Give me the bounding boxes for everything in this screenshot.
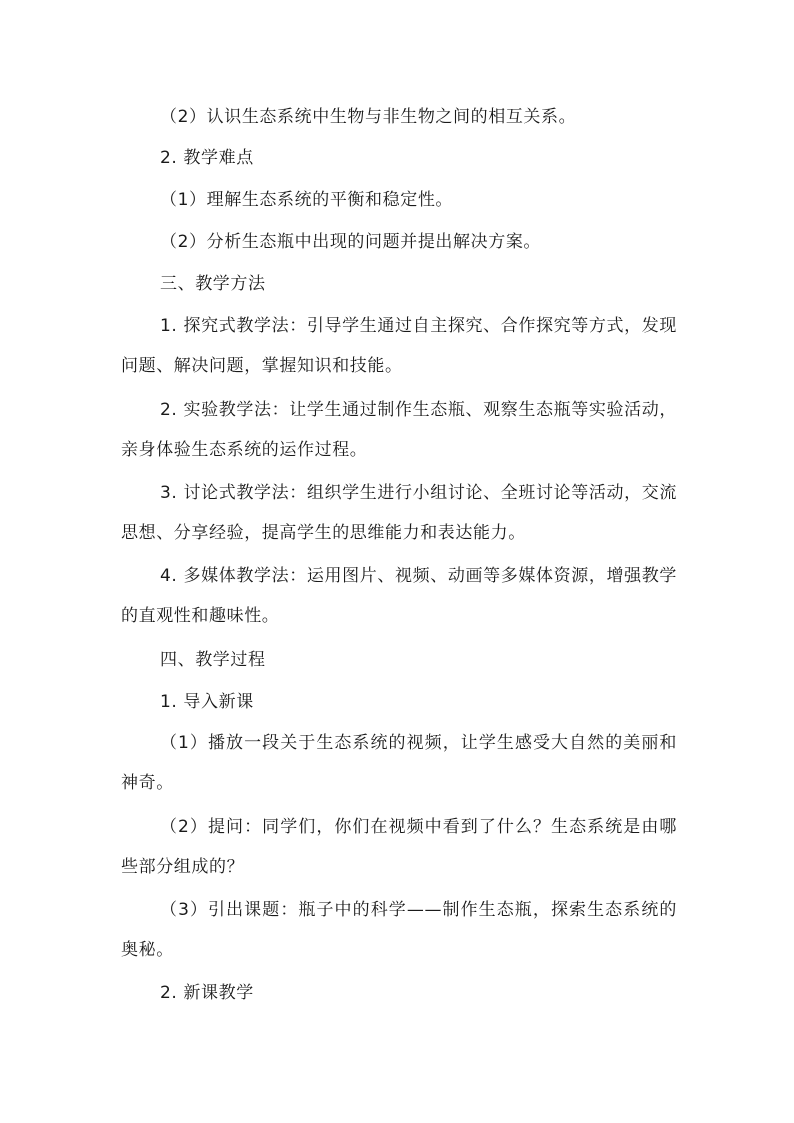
method-item-1: 1. 探究式教学法：引导学生通过自主探究、合作探究等方式，发现问题、解决问题，掌握知识和技能。: [121, 316, 677, 376]
intro-item-2: （2）提问：同学们，你们在视频中看到了什么？生态系统是由哪些部分组成的？: [121, 817, 677, 877]
intro-item-1: （1）播放一段关于生态系统的视频，让学生感受大自然的美丽和神奇。: [121, 733, 677, 793]
section-heading-teaching-methods: 三、教学方法: [160, 274, 266, 294]
method-item-4: 4. 多媒体教学法：运用图片、视频、动画等多媒体资源，增强教学的直观性和趣味性。: [121, 566, 677, 626]
difficulty-item-1: （1）理解生态系统的平衡和稳定性。: [160, 190, 454, 210]
intro-item-3: （3）引出课题：瓶子中的科学——制作生态瓶，探索生态系统的奥秘。: [121, 900, 677, 960]
section-heading-teaching-process: 四、教学过程: [160, 650, 266, 670]
method-item-2: 2. 实验教学法：让学生通过制作生态瓶、观察生态瓶等实验活动，亲身体验生态系统的运作过程。: [121, 400, 677, 460]
difficulty-item-2: （2）分析生态瓶中出现的问题并提出解决方案。: [160, 232, 542, 252]
objective-item-2: （2）认识生态系统中生物与非生物之间的相互关系。: [160, 107, 577, 127]
subheading-introduction: 1. 导入新课: [160, 692, 254, 712]
subheading-new-lesson: 2. 新课教学: [160, 983, 254, 1003]
method-item-3: 3. 讨论式教学法：组织学生进行小组讨论、全班讨论等活动，交流思想、分享经验，提高学生的思维能力和表达能力。: [121, 483, 677, 543]
subheading-teaching-difficulties: 2. 教学难点: [160, 148, 254, 168]
